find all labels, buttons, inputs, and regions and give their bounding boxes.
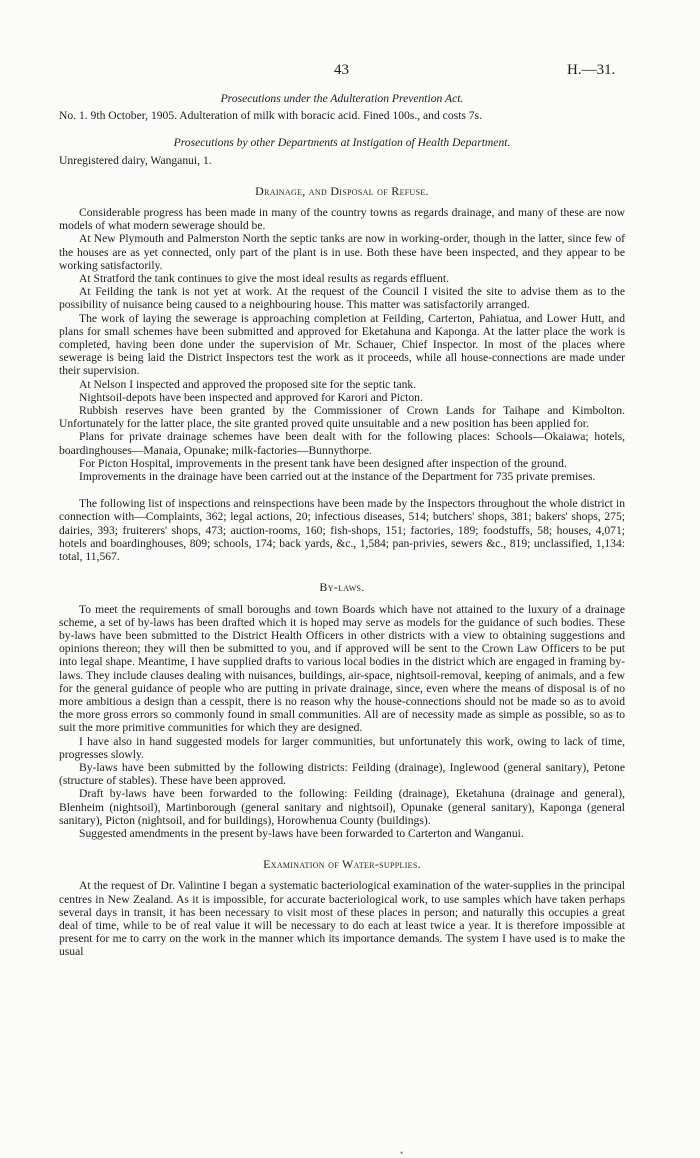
paragraph: At the request of Dr. Valintine I began a systematic bacteriological examination of the water-supplies in the principal centres in New Zealand. As it is impossible, for accurate bacteriological work, to use samples which have taken perhaps several days in transit, it has been necessary to visit most of these places in person; and naturally this occupies a great deal of time, while to be of real value it will be necessary to do each at least twice a year. It is therefore impossible at present for me to carry on the work in the manner which its importance demands. The system I have used is to make the usual <box>59 879 625 959</box>
paragraph: At New Plymouth and Palmerston North the septic tanks are now in working-order, though in the latter, since few of the houses are as yet connected, only part of the plant is in use. Both these have been inspected, and they appear to be working satisfactorily. <box>59 232 625 272</box>
paragraph: Rubbish reserves have been granted by the Commissioner of Crown Lands for Taihape and Kimbolton. Unfortunately for the latter place, the site granted proved quite unsuitable and a new position has been applied for. <box>59 404 625 431</box>
paragraph: I have also in hand suggested models for larger communities, but unfortunately this work, owing to lack of time, progresses slowly. <box>59 734 625 761</box>
page-mark: • <box>400 1148 404 1158</box>
bylaws-heading: By-laws. <box>319 580 365 595</box>
other-prosecution-item: Unregistered dairy, Wanganui, 1. <box>59 153 212 167</box>
paragraph: Improvements in the drainage have been carried out at the instance of the Department for 735 private premises. <box>79 470 596 484</box>
paragraph: To meet the requirements of small boroughs and town Boards which have not attained to the luxury of a drainage scheme, a set of by-laws has been drafted which it is hoped may serve as models for the guidance of such bodies. These by-laws have been submitted to the District Health Officers in other districts with a view to obtaining suggestions and opinions thereon; they will then be submitted to you, and if approved will be sent to the Crown Law Officers to be put into legal shape. Meantime, I have supplied drafts to various local bodies in the district which are engaged in framing by-laws. They include clauses dealing with nuisances, buildings, air-space, nightsoil-removal, keeping of animals, and a few for the general guidance of people who are putting in private drainage, since, even where the means of disposal is of no more ambitious a design than a cesspit, there is no reason why the house-connections should not be made so as to avoid the more gross errors so commonly found in small communities. All are of necessity made as simple as possible, so as to suit the more primitive communities for which they are designed. <box>59 602 625 735</box>
paragraph: At Stratford the tank continues to give the most ideal results as regards effluent. <box>79 272 450 286</box>
paragraph: At Nelson I inspected and approved the proposed site for the septic tank. <box>79 377 417 391</box>
paragraph: Considerable progress has been made in many of the country towns as regards drainage, and many of these are now models of what modern sewerage should be. <box>59 206 625 233</box>
paragraph: For Picton Hospital, improvements in the present tank have been designed after inspection of the ground. <box>79 456 567 470</box>
paragraph: Nightsoil-depots have been inspected and approved for Karori and Picton. <box>79 390 423 404</box>
paragraph: Suggested amendments in the present by-laws have been forwarded to Carterton and Wanganui. <box>79 826 524 840</box>
paragraph: Plans for private drainage schemes have been dealt with for the following places: Schools—Okaiawa; hotels, boardinghouses—Manaia, Opunake; milk-factories—Bunnythorpe. <box>59 430 625 457</box>
document-reference: H.—31. <box>567 62 616 78</box>
drainage-heading: Drainage, and Disposal of Refuse. <box>255 183 429 198</box>
prosecutions-title: Prosecutions under the Adulteration Prevention Act. <box>220 92 464 105</box>
inspections-paragraph: The following list of inspections and reinspections have been made by the Inspectors throughout the whole district in connection with—Complaints, 362; legal actions, 20; infectious diseases, 514; butchers' shops, 381; bakers' shops, 275; dairies, 393; fruiterers' shops, 473; auction-rooms, 160; fish-shops, 151; factories, 189; foodstuffs, 58; houses, 4,071; hotels and boardinghouses, 809; schools, 174; back yards, &c., 1,584; pan-privies, sewers &c., 819; unclassified, 1,134: total, 11,567. <box>59 497 625 564</box>
paragraph: At Feilding the tank is not yet at work. At the request of the Council I visited the site to advise them as to the possibility of nuisance being caused to a neighbouring house. This matter was satisfactorily arranged. <box>59 285 625 312</box>
page-number: 43 <box>334 62 349 78</box>
document-body <box>59 92 625 959</box>
paragraph: By-laws have been submitted by the following districts: Feilding (drainage), Inglewood (general sanitary), Petone (structure of stables). These have been approved. <box>59 760 625 788</box>
paragraph: Draft by-laws have been forwarded to the following: Feilding (drainage), Eketahuna (drainage and general), Blenheim (nightsoil), Martinborough (general sanitary and nightsoil), Opunake (general sanitary), Kaponga (general sanitary), Picton (nightsoil, and for buildings), Horowhenua County (buildings). <box>59 787 625 827</box>
water-heading: Examination of Water-supplies. <box>263 857 421 872</box>
paragraph: The work of laying the sewerage is approaching completion at Feilding, Carterton, Pahiatua, and Lower Hutt, and plans for small schemes have been submitted and approved for Eketahuna and Kaponga. At the latter place the work is completed, having been done under the supervision of Mr. Schauer, Chief Inspector. In most of the places where sewerage is being laid the District Inspectors test the work as it proceeds, while all house-connections are made under their supervision. <box>59 311 625 378</box>
other-prosecutions-title: Prosecutions by other Departments at Instigation of Health Department. <box>173 136 511 150</box>
prosecution-item: No. 1. 9th October, 1905. Adulteration of milk with boracic acid. Fined 100s., and costs 7s. <box>59 109 482 123</box>
